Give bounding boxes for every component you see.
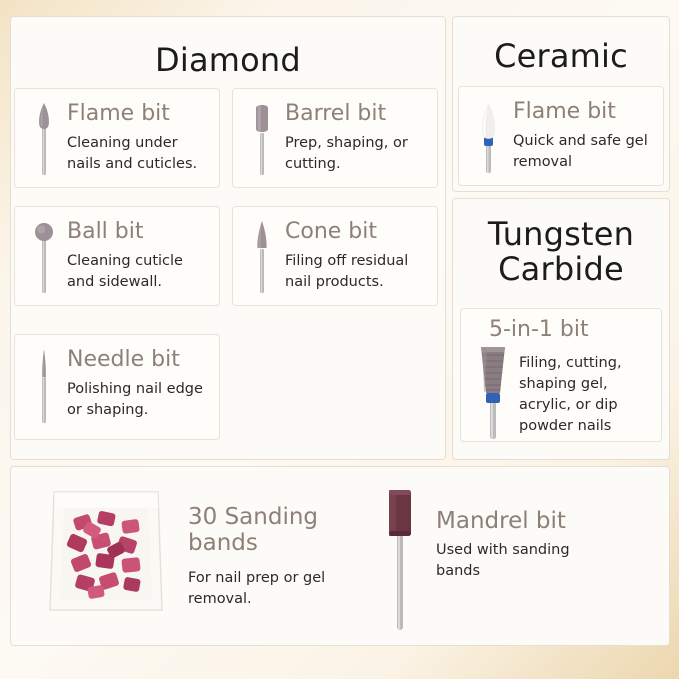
card-description: Quick and safe gel removal xyxy=(513,133,648,171)
cone-bit-icon xyxy=(245,219,279,295)
item-description: Used with sanding bands xyxy=(436,542,570,580)
card-title: Barrel bit xyxy=(285,101,387,126)
card-description: Cleaning under nails and cuticles. xyxy=(67,135,198,173)
section-title-tungsten: Tungsten Carbide xyxy=(487,215,635,289)
ball-bit-icon xyxy=(27,219,61,295)
item-description: For nail prep or gel removal. xyxy=(188,570,326,608)
card-ceramic-flame-bit[interactable] xyxy=(458,86,664,186)
item-sanding-bands[interactable] xyxy=(22,478,352,638)
card-tungsten-5in1-bit[interactable] xyxy=(460,308,662,442)
card-description: Cleaning cuticle and sidewall. xyxy=(67,253,183,291)
card-title: Needle bit xyxy=(67,347,180,372)
item-title: 30 Sanding bands xyxy=(188,504,319,557)
card-description: Filing, cutting, shaping gel, acrylic, or dip powder nails xyxy=(519,355,622,435)
five-in-one-bit-icon xyxy=(471,339,515,439)
section-title-ceramic: Ceramic xyxy=(494,37,628,75)
item-mandrel-bit[interactable] xyxy=(370,478,660,638)
card-diamond-needle-bit[interactable] xyxy=(14,334,220,440)
card-title: Flame bit xyxy=(67,101,170,126)
needle-bit-icon xyxy=(27,347,61,423)
section-title-diamond: Diamond xyxy=(155,41,301,79)
card-title: Flame bit xyxy=(513,99,616,124)
mandrel-bit-icon xyxy=(372,482,430,632)
barrel-bit-icon xyxy=(245,101,279,177)
card-diamond-barrel-bit[interactable] xyxy=(232,88,438,188)
card-title: 5-in-1 bit xyxy=(489,317,589,342)
card-description: Polishing nail edge or shaping. xyxy=(67,381,203,419)
card-diamond-flame-bit[interactable] xyxy=(14,88,220,188)
item-title: Mandrel bit xyxy=(436,508,566,534)
flame-bit-icon xyxy=(27,101,61,177)
card-diamond-cone-bit[interactable] xyxy=(232,206,438,306)
card-title: Cone bit xyxy=(285,219,377,244)
card-title: Ball bit xyxy=(67,219,144,244)
card-diamond-ball-bit[interactable] xyxy=(14,206,220,306)
card-description: Filing off residual nail products. xyxy=(285,253,409,291)
ceramic-flame-bit-icon xyxy=(469,101,509,173)
card-description: Prep, shaping, or cutting. xyxy=(285,135,408,173)
sanding-bands-bag-icon xyxy=(36,482,176,622)
